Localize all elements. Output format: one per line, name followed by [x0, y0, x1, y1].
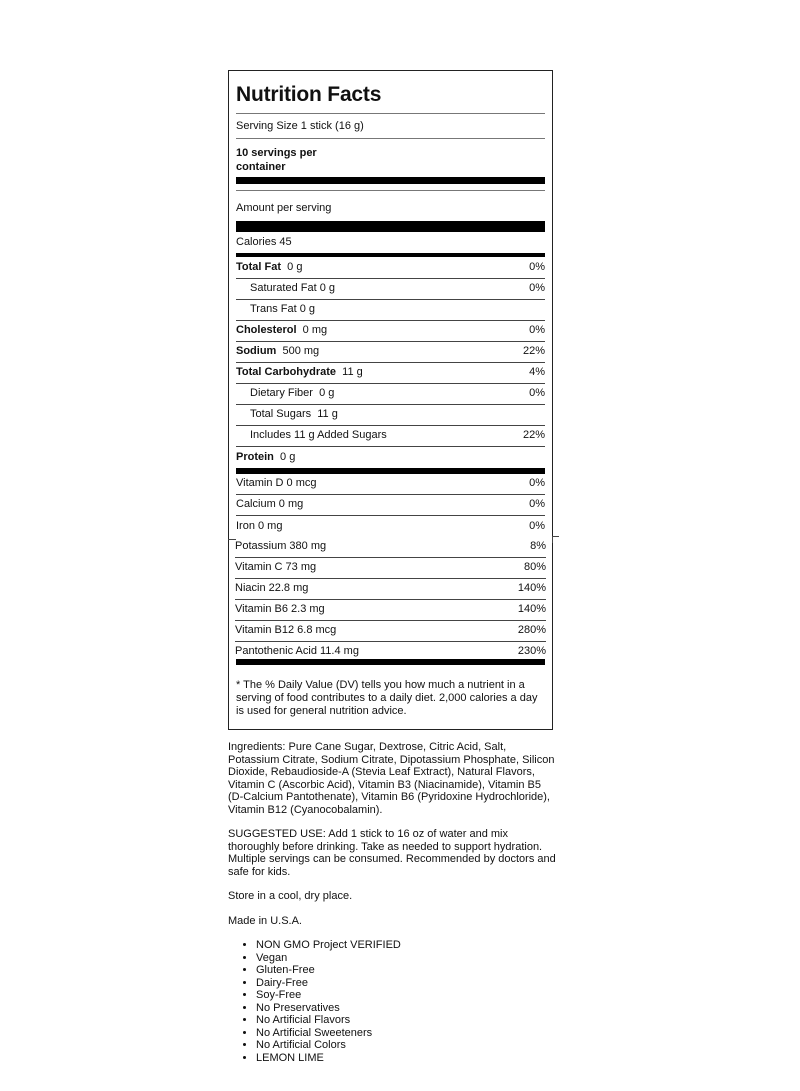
nutrient-label-group: [236, 257, 302, 278]
storage-text: Store in a cool, dry place.: [228, 890, 353, 902]
nutrient-dv: 4%: [529, 366, 545, 378]
product-details: [228, 741, 558, 1064]
nutrient-label: Cholesterol: [236, 324, 297, 336]
feature-list-item: • No Artificial Colors: [256, 1039, 558, 1052]
nutrient-row-cholesterol: [236, 320, 545, 342]
origin-text: Made in U.S.A.: [228, 914, 302, 927]
nutrient-row-dietary-fiber: [236, 383, 545, 405]
vitamin-row-calcium: [236, 494, 545, 516]
overflow-right-stub: [552, 536, 559, 543]
feature-list-item: • Gluten-Free: [256, 964, 558, 977]
vitamin-row-niacin: [235, 578, 546, 600]
nutrient-amount: 0 g: [280, 451, 296, 463]
feature-list-item: • LEMON LIME: [256, 1052, 558, 1065]
nutrient-dv: 0%: [529, 324, 545, 336]
nutrient-amount: 500 mg: [282, 345, 320, 357]
feature-list-item: • Soy-Free: [256, 989, 558, 1002]
vitamin-dv: 140%: [517, 582, 546, 594]
nutrient-row-trans-fat: [236, 299, 545, 321]
nutrient-dv: 0%: [529, 261, 545, 273]
divider-title: [236, 113, 545, 114]
vitamin-dv: 8%: [530, 540, 546, 552]
nutrient-dv: 0%: [529, 387, 545, 399]
ingredients-text: Ingredients: Pure Cane Sugar, Dextrose, Citric Acid, Salt, Potassium Citrate, Sodium Citrate, Dipotassium Phosphate, Silicon Dioxide, Rebaudioside-A (Stevia Leaf Extract), Natural Flavors, Vitamin C (Ascorbic Acid), Vitamin B3 (Niacinamide), Vitamin B5 (D-Calcium Pantothenate), Vitamin B6 (Pyridoxine Hydrochloride), Vitamin B12 (Cyanocobalamin).: [228, 741, 555, 816]
vitamin-label: Calcium 0 mg: [236, 498, 304, 510]
nutrient-row-total-fat: [236, 257, 545, 279]
servings-per-container-line2: container: [236, 161, 286, 173]
nutrient-label-group: [236, 320, 327, 341]
suggested-use-text: SUGGESTED USE: Add 1 stick to 16 oz of water and mix thoroughly before drinking. Take as needed to support hydration. Multiple servings can be consumed. Recommended by doctors and safe for kids.: [228, 828, 556, 878]
vitamin-label: Iron 0 mg: [236, 520, 283, 532]
nutrient-amount: 0 mg: [302, 324, 328, 336]
feature-list: [228, 939, 558, 1064]
nutrient-dv: 0%: [529, 282, 545, 294]
feature-list-item: • NON GMO Project VERIFIED: [256, 939, 558, 952]
vitamin-row-vitamin-b6: [235, 599, 546, 621]
vitamin-label: Vitamin D 0 mcg: [236, 477, 317, 489]
vitamin-dv: 280%: [517, 624, 546, 636]
nutrient-label: Sodium: [236, 345, 277, 357]
nutrient-dv: 22%: [522, 345, 545, 357]
nutrient-row-total-sugars: [236, 404, 545, 426]
overflow-vitamin-rows: [228, 536, 559, 670]
vitamin-label: Vitamin B6 2.3 mg: [235, 603, 325, 615]
divider-amount: [236, 190, 545, 191]
vitamin-row-pantothenic-acid: [235, 641, 546, 662]
vitamin-row-potassium: [235, 536, 546, 558]
thick-bar-calories: [236, 221, 545, 232]
feature-list-item: • Dairy-Free: [256, 977, 558, 990]
servings-per-container-line1: 10 servings per: [236, 147, 317, 159]
vitamin-label: Pantothenic Acid 11.4 mg: [235, 645, 359, 657]
vitamin-label: Vitamin B12 6.8 mcg: [235, 624, 337, 636]
nutrient-row-saturated-fat: [236, 278, 545, 300]
amount-per-serving: Amount per serving: [236, 202, 332, 214]
nutrient-label: Total Sugars 11 g: [250, 408, 338, 420]
nutrition-facts-title: Nutrition Facts: [236, 83, 382, 106]
vitamin-row-vitamin-b12: [235, 620, 546, 642]
vitamin-row-vitamin-d: [236, 473, 545, 495]
nutrient-amount: 11 g: [342, 366, 363, 378]
serving-size: Serving Size 1 stick (16 g): [236, 120, 364, 132]
vitamin-dv: 230%: [517, 645, 546, 657]
feature-list-item: • No Artificial Flavors: [256, 1014, 558, 1027]
nutrient-row-total-carbohydrate: [236, 362, 545, 384]
vitamin-dv: 140%: [517, 603, 546, 615]
vitamin-dv: 0%: [529, 498, 545, 510]
nutrient-label: Dietary Fiber 0 g: [250, 387, 335, 399]
nutrient-amount: 0 g: [287, 261, 303, 273]
vitamin-dv: 0%: [529, 477, 545, 489]
feature-list-item: • Vegan: [256, 952, 558, 965]
nutrient-label: Saturated Fat 0 g: [250, 282, 335, 294]
nutrient-label-group: [236, 362, 363, 383]
daily-value-footnote: * The % Daily Value (DV) tells you how much a nutrient in a serving of food contributes to a daily diet. 2,000 calories a day is used for general nutrition advice.: [236, 679, 538, 717]
nutrient-row-sodium: [236, 341, 545, 363]
feature-list-item: • No Preservatives: [256, 1002, 558, 1015]
vitamin-label: Vitamin C 73 mg: [235, 561, 317, 573]
vitamin-label: Potassium 380 mg: [235, 540, 327, 552]
vitamin-dv: 0%: [529, 520, 545, 532]
calories: Calories 45: [236, 236, 292, 248]
nutrient-row-added-sugars: [236, 425, 545, 447]
nutrient-label: Trans Fat 0 g: [250, 303, 316, 315]
vitamin-row-iron: [236, 516, 545, 537]
nutrient-label-group: [236, 341, 319, 362]
nutrient-label: Includes 11 g Added Sugars: [250, 429, 387, 441]
nutrient-row-protein: [236, 447, 545, 468]
divider-serving: [236, 138, 545, 139]
thick-bar-servings: [236, 177, 545, 184]
vitamin-label: Niacin 22.8 mg: [235, 582, 309, 594]
nutrient-label: Total Fat: [236, 261, 282, 273]
nutrient-dv: 22%: [522, 429, 545, 441]
vitamin-row-vitamin-c: [235, 557, 546, 579]
nutrient-label-group: [236, 447, 295, 468]
nutrient-label: Protein: [236, 451, 274, 463]
nutrient-label: Total Carbohydrate: [236, 366, 337, 378]
vitamin-dv: 80%: [523, 561, 546, 573]
feature-list-item: • No Artificial Sweeteners: [256, 1027, 558, 1040]
